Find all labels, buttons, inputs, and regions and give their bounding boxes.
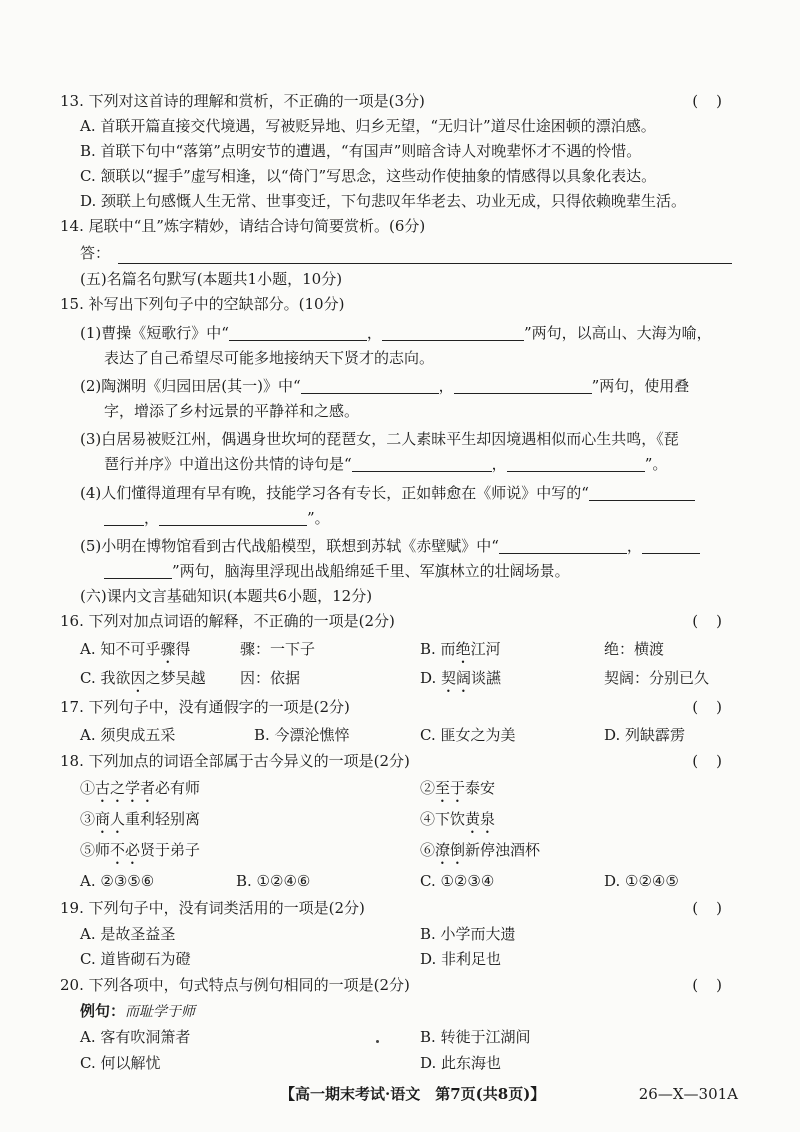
q16-option-a: A. 知不可乎骤得 bbox=[80, 640, 191, 658]
q15-1-blank-a bbox=[229, 324, 367, 341]
q15-item-2-cont: 字，增添了乡村远景的平静祥和之感。 bbox=[104, 402, 360, 420]
q17-option-c: C. 匪女之为美 bbox=[420, 726, 516, 744]
q13-option-b: B. 首联下句中“落第”点明安节的遭遇，“有国声”则暗含诗人对晚辈怀才不遇的怜惜。 bbox=[80, 142, 642, 160]
q20-example bbox=[80, 1000, 740, 1023]
q14-answer-label: 答： bbox=[80, 244, 111, 262]
q15-item-1-cont: 表达了自己希望尽可能多地接纳天下贤才的志向。 bbox=[104, 349, 435, 367]
q20-answer-paren: () bbox=[692, 976, 740, 994]
q19-option-d: D. 非利足也 bbox=[420, 950, 502, 968]
q15-4-blank-b bbox=[159, 509, 307, 526]
section-5-heading: (五)名篇名句默写(本题共1小题，10分) bbox=[80, 270, 343, 288]
q20-example-text: 而耻学于师 bbox=[125, 1004, 196, 1020]
q18-option-c: C. ①②③④ bbox=[420, 872, 495, 890]
q17-stem: 17. 下列句子中，没有通假字的一项是(2分) () bbox=[60, 698, 740, 716]
q16-gloss-c: 因：依据 bbox=[240, 669, 301, 687]
q16-gloss-d: 契阔：分别已久 bbox=[604, 669, 710, 687]
q20-example-label: 例句： bbox=[80, 1002, 126, 1020]
q18-option-d: D. ①②④⑤ bbox=[604, 872, 679, 890]
q19-stem: 19. 下列句子中，没有词类活用的一项是(2分) () bbox=[60, 899, 740, 917]
q15-2-blank-b bbox=[454, 377, 592, 394]
q15-5-blank-b-cont bbox=[104, 562, 172, 579]
q19-option-a: A. 是故圣益圣 bbox=[80, 925, 176, 943]
section-6-heading: (六)课内文言基础知识(本题共6小题，12分) bbox=[80, 587, 373, 605]
q16-stem: 16. 下列对加点词语的解释，不正确的一项是(2分) () bbox=[60, 612, 740, 630]
q13-stem-text: 13. 下列对这首诗的理解和赏析，不正确的一项是(3分) bbox=[60, 92, 425, 110]
q13-answer-paren: () bbox=[692, 92, 740, 110]
q20-option-b: B. 转徙于江湖间 bbox=[420, 1028, 531, 1046]
q17-option-b: B. 今漂沦憔悴 bbox=[254, 726, 350, 744]
q18-item-5: ⑤师不必贤于弟子 bbox=[80, 841, 201, 859]
q18-answer-paren: () bbox=[692, 752, 740, 770]
q14-stem: 14. 尾联中“且”炼字精妙，请结合诗句简要赏析。(6分) bbox=[60, 217, 426, 235]
q15-item-4: (4)人们懂得道理有早有晚，技能学习各有专长，正如韩愈在《师说》中写的“ bbox=[80, 482, 740, 504]
q17-answer-paren: () bbox=[692, 698, 740, 716]
q18-item-6: ⑥潦倒新停浊酒杯 bbox=[420, 841, 541, 859]
q19-answer-paren: () bbox=[692, 899, 740, 917]
footer-exam-info: 【高一期末考试·语文 第7页(共8页)】 bbox=[280, 1085, 546, 1103]
q20-option-d: D. 此东海也 bbox=[420, 1054, 502, 1072]
q19-option-c: C. 道皆砌石为磴 bbox=[80, 950, 191, 968]
q20-option-a: A. 客有吹洞箫者 bbox=[80, 1028, 191, 1046]
q15-item-5: (5)小明在博物馆看到古代战船模型，联想到苏轼《赤壁赋》中“ ， bbox=[80, 535, 740, 557]
q15-item-3-cont: 琶行并序》中道出这份共情的诗句是“ ， ”。 bbox=[104, 455, 668, 473]
q14-answer-line bbox=[118, 263, 732, 264]
q18-stem: 18. 下列加点的词语全部属于古今异义的一项是(2分) () bbox=[60, 752, 740, 770]
q15-3-blank-b bbox=[507, 455, 645, 472]
q15-4-blank-a bbox=[589, 484, 695, 501]
q15-item-5-cont: ”两句，脑海里浮现出战船绵延千里、军旗林立的壮阔场景。 bbox=[104, 560, 740, 582]
q17-option-a: A. 须臾成五采 bbox=[80, 726, 176, 744]
q13-option-d: D. 颈联上句感慨人生无常、世事变迁，下句悲叹年华老去、功业无成，只得依赖晚辈生活。 bbox=[80, 192, 687, 210]
q15-5-blank-a bbox=[499, 537, 627, 554]
q18-option-b: B. ①②④⑥ bbox=[236, 872, 311, 890]
q16-gloss-a: 骤：一下子 bbox=[240, 640, 316, 658]
q13-option-a: A. 首联开篇直接交代境遇，写被贬异地、归乡无望，“无归计”道尽仕途困顿的漂泊感。 bbox=[80, 117, 656, 135]
q18-item-4: ④下饮黄泉 bbox=[420, 810, 496, 828]
q16-option-b: B. 而绝江河 bbox=[420, 640, 501, 658]
q17-option-d: D. 列缺霹雳 bbox=[604, 726, 686, 744]
scan-speck bbox=[376, 1040, 379, 1043]
q16-option-c: C. 我欲因之梦吴越 bbox=[80, 669, 206, 687]
q15-item-2: (2)陶渊明《归园田居(其一)》中“ ， ”两句，使用叠 bbox=[80, 377, 690, 395]
q16-option-d: D. 契阔谈讌 bbox=[420, 669, 502, 687]
q20-option-c: C. 何以解忧 bbox=[80, 1054, 161, 1072]
q15-1-blank-b bbox=[382, 324, 524, 341]
q19-option-b: B. 小学而大遗 bbox=[420, 925, 516, 943]
q15-3-blank-a bbox=[352, 455, 492, 472]
q15-item-3: (3)白居易被贬江州，偶遇身世坎坷的琵琶女，二人素昧平生却因境遇相似而心生共鸣，《琵 bbox=[80, 430, 679, 448]
q15-2-blank-a bbox=[301, 377, 439, 394]
q15-4-blank-a-cont bbox=[104, 509, 144, 526]
q16-gloss-b: 绝：横渡 bbox=[604, 640, 665, 658]
q15-item-1: (1)曹操《短歌行》中“ ， ”两句，以高山、大海为喻， bbox=[80, 324, 712, 342]
q15-5-blank-b bbox=[642, 537, 700, 554]
q18-item-2: ②至于泰安 bbox=[420, 779, 496, 797]
q16-answer-paren: () bbox=[692, 612, 740, 630]
q18-item-3: ③商人重利轻别离 bbox=[80, 810, 201, 828]
q20-stem: 20. 下列各项中，句式特点与例句相同的一项是(2分) () bbox=[60, 976, 740, 994]
footer-paper-code: 26—X—301A bbox=[638, 1085, 738, 1103]
q13-option-c: C. 颔联以“握手”虚写相逢，以“倚门”写思念，这些动作使抽象的情感得以具象化表达。 bbox=[80, 167, 657, 185]
q18-option-a: A. ②③⑤⑥ bbox=[80, 872, 155, 890]
q13-stem bbox=[60, 90, 740, 112]
q15-item-4-cont: ， ”。 bbox=[104, 507, 740, 529]
q15-stem: 15. 补写出下列句子中的空缺部分。(10分) bbox=[60, 295, 345, 313]
q18-item-1: ①古之学者必有师 bbox=[80, 779, 201, 797]
